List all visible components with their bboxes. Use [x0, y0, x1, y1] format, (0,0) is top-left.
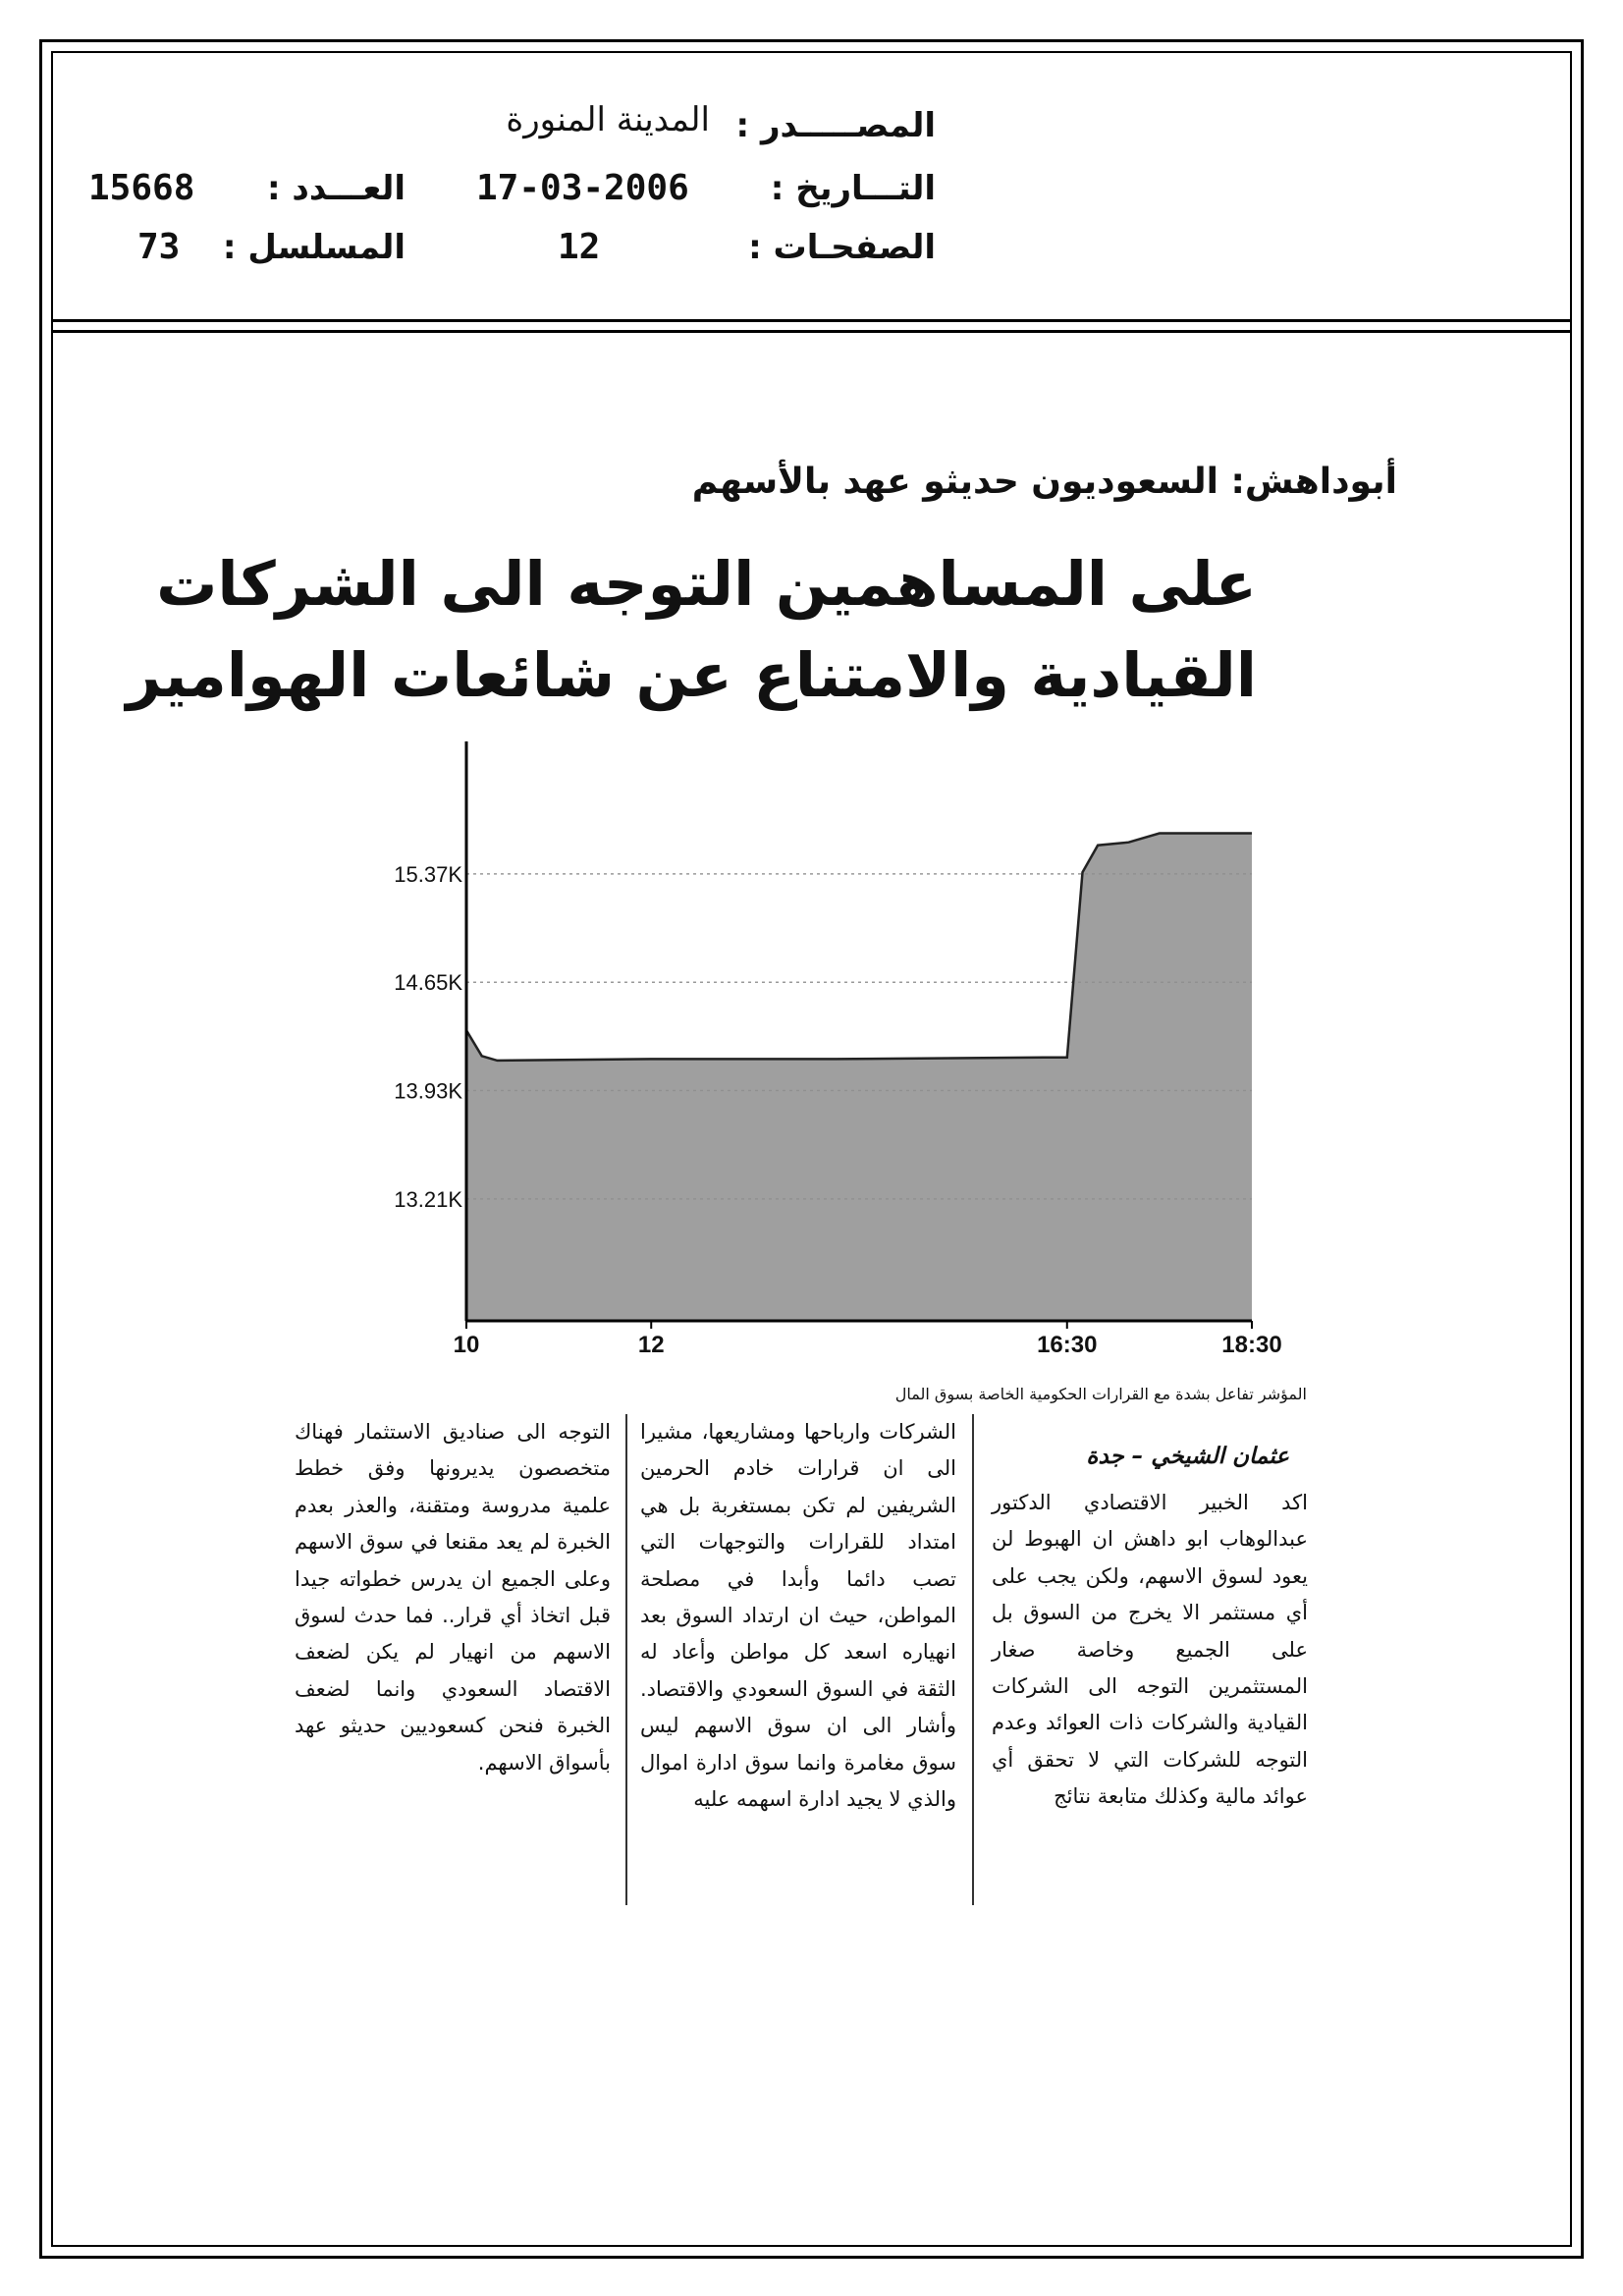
- header-divider-top: [51, 319, 1572, 322]
- issue-label: العـــدد :: [267, 169, 406, 208]
- index-area: [466, 834, 1252, 1322]
- y-tick-label-0: 15.37K: [394, 861, 462, 887]
- index-chart: [334, 732, 1316, 1370]
- pages-value: 12: [558, 227, 601, 267]
- header-divider-bottom: [51, 330, 1572, 333]
- issue-value: 15668: [88, 168, 195, 208]
- y-tick-label-3: 13.21K: [394, 1186, 462, 1212]
- column-middle: [640, 1414, 956, 1818]
- byline: عثمان الشيخي – جدة: [1086, 1444, 1289, 1469]
- date-label: التـــاريخ :: [770, 169, 936, 208]
- serial-label: المسلسل :: [222, 228, 406, 267]
- y-tick-label-2: 13.93K: [394, 1078, 462, 1104]
- column-rule-2: [625, 1414, 627, 1905]
- x-tick-label-2: 16:30: [1037, 1332, 1098, 1358]
- x-tick-label-3: 18:30: [1221, 1332, 1282, 1358]
- headline-line-2: القيادية والامتناع عن شائعات الهوامير: [126, 639, 1257, 711]
- headline-line-1: على المساهمين التوجه الى الشركات: [156, 548, 1257, 620]
- pages-label: الصفحـات :: [748, 228, 936, 267]
- x-tick-label-1: 12: [637, 1332, 665, 1358]
- column-right: [992, 1485, 1308, 1816]
- date-value: 17-03-2006: [476, 168, 689, 208]
- column-rule-1: [972, 1414, 974, 1905]
- y-tick-label-1: 14.65K: [394, 970, 462, 996]
- column-left-text: التوجه الى صناديق الاستثمار فهناك متخصصون يديرونها وفق خطط علمية مدروسة ومتقنة، والعذر بعدم الخبرة لم يعد مقنعا في سوق الاسهم وعلى الجميع ان يدرس خطواته جيدا قبل اتخاذ أي قرار.. فما حدث لسوق الاسهم من انهيار لم يكن لضعف الاقتصاد السعودي وانما لضعف الخبرة فنحن كسعوديين حديثو عهد بأسواق الاسهم.: [295, 1420, 611, 1775]
- column-middle-text: الشركات وارباحها ومشاريعها، مشيرا الى ان قرارات خادم الحرمين الشريفين لم تكن بمستغربة بل هي امتداد للقرارات والتوجهات التي تصب دائما وأبدا في مصلحة المواطن، حيث ان ارتداد السوق بعد انهياره اسعد كل مواطن وأعاد له الثقة في السوق السعودي والاقتصاد. وأشار الى ان سوق الاسهم ليس سوق مغامرة وانما سوق ادارة اموال والذي لا يجيد ادارة اسهمه عليه: [640, 1420, 956, 1812]
- x-tick-label-0: 10: [453, 1332, 480, 1358]
- column-left: [295, 1414, 611, 1781]
- source-value: المدينة المنورة: [506, 100, 710, 139]
- serial-value: 73: [137, 227, 181, 267]
- article-kicker: أبوداهش: السعوديون حديثو عهد بالأسهم: [691, 462, 1397, 502]
- source-label: المصـــــدر :: [735, 106, 936, 145]
- chart-caption: المؤشر تفاعل بشدة مع القرارات الحكومية الخاصة بسوق المال: [894, 1385, 1307, 1403]
- column-right-text: اكد الخبير الاقتصادي الدكتور عبدالوهاب ابو داهش ان الهبوط لن يعود لسوق الاسهم، ولكن يجب على أي مستثمر الا يخرج من السوق بل على الجميع وخاصة صغار المستثمرين التوجه الى الشركات القيادية والشركات ذات العوائد وعدم التوجه للشركات التي لا تحقق أي عوائد مالية وكذلك متابعة نتائج: [992, 1491, 1308, 1809]
